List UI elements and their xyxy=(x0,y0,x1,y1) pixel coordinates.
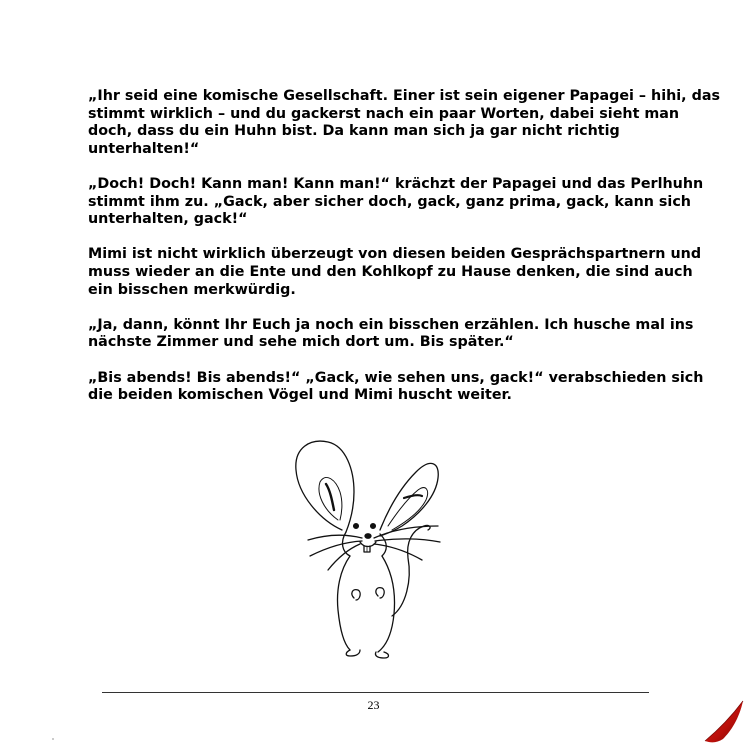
page-curl-icon[interactable] xyxy=(687,685,747,745)
text-line: stimmt ihm zu. „Gack, aber sicher doch, gack, ganz prima, gack, kann sich xyxy=(88,193,691,210)
page-number: 23 xyxy=(367,698,380,712)
text-line: stimmt wirklich – und du gackerst nach ein paar Worten, dabei sieht man xyxy=(88,105,680,122)
text-line: „Ja, dann, könnt Ihr Euch ja noch ein bisschen erzählen. Ich husche mal ins xyxy=(88,316,694,333)
text-line: Mimi ist nicht wirklich überzeugt von diesen beiden Gesprächspartnern und xyxy=(88,246,702,263)
paragraph-2 xyxy=(88,175,704,229)
scan-speck xyxy=(52,738,54,740)
text-line: nächste Zimmer und sehe mich dort um. Bis später.“ xyxy=(88,334,514,351)
mouse-drawing-icon xyxy=(280,430,470,660)
text-line: unterhalten!“ xyxy=(88,140,200,157)
text-line: „Doch! Doch! Kann man! Kann man!“ krächzt der Papagei und das Perlhuhn xyxy=(88,175,704,192)
text-line: ein bisschen merkwürdig. xyxy=(88,281,296,298)
paragraph-3 xyxy=(88,246,702,299)
footer-rule xyxy=(102,692,649,693)
paragraph-1 xyxy=(88,88,720,158)
paragraph-4 xyxy=(88,316,694,352)
text-line: muss wieder an die Ente und den Kohlkopf zu Hause denken, die sind auch xyxy=(88,263,693,280)
story-text xyxy=(88,88,720,422)
paragraph-5 xyxy=(88,369,704,405)
text-line: die beiden komischen Vögel und Mimi huscht weiter. xyxy=(88,387,512,404)
text-line: „Ihr seid eine komische Gesellschaft. Einer ist sein eigener Papagei – hihi, das xyxy=(88,88,720,104)
text-line: unterhalten, gack!“ xyxy=(88,211,248,228)
text-line: doch, dass du ein Huhn bist. Da kann man sich ja gar nicht richtig xyxy=(88,123,620,140)
text-line: „Bis abends! Bis abends!“ „Gack, wie sehen uns, gack!“ verabschieden sich xyxy=(88,369,704,386)
